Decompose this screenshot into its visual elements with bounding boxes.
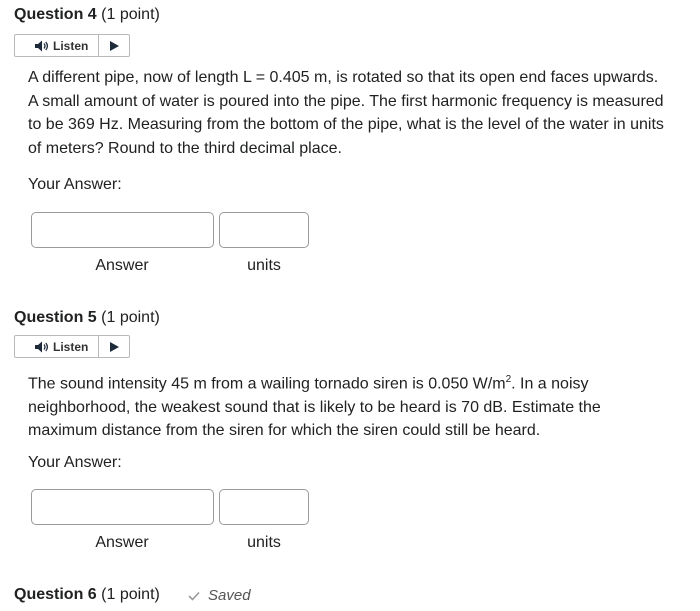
- play-icon: [110, 41, 119, 51]
- question-6-title: Question 6 (1 point): [14, 586, 160, 603]
- answer-field[interactable]: [32, 213, 213, 247]
- question-4-title: Question 4 (1 point): [14, 6, 160, 23]
- listen-button-q4[interactable]: [14, 34, 130, 57]
- listen-button-q5[interactable]: [14, 335, 130, 358]
- check-icon: [188, 591, 200, 601]
- units-caption: units: [247, 257, 281, 274]
- speaker-icon: [35, 40, 49, 52]
- listen-label: Listen: [53, 339, 89, 354]
- answer-caption: Answer: [95, 534, 149, 551]
- units-caption: units: [247, 534, 281, 551]
- units-input-q5[interactable]: [219, 489, 309, 525]
- units-field[interactable]: [220, 490, 308, 524]
- listen-label: Listen: [53, 38, 89, 53]
- your-answer-label: Your Answer:: [28, 454, 122, 471]
- answer-input-q5[interactable]: [31, 489, 214, 525]
- question-4-text: A different pipe, now of length L = 0.405 m, is rotated so that its open end faces upwards. A small amount of water is poured into the pipe. The first harmonic frequency is measured to be 369 Hz. Measuring from the bottom of the pipe, what is the level of the water in units of meters? Round to the third decimal place.: [28, 69, 664, 157]
- question-5-text: The sound intensity 45 m from a wailing tornado siren is 0.050 $W/m^2$. In a noisy neighborhood, the weakest sound that is likely to be heard is 70 dB. Estimate the maximum distance from the siren for which the siren could still be heard.: [28, 374, 601, 440]
- your-answer-label: Your Answer:: [28, 176, 122, 193]
- play-button[interactable]: [99, 35, 129, 56]
- saved-status: Saved: [188, 587, 251, 604]
- question-5-title: Question 5 (1 point): [14, 309, 160, 326]
- units-field[interactable]: [220, 213, 308, 247]
- answer-input-q4[interactable]: [31, 212, 214, 248]
- speaker-icon: [35, 341, 49, 353]
- answer-caption: Answer: [95, 257, 149, 274]
- play-icon: [110, 342, 119, 352]
- units-input-q4[interactable]: [219, 212, 309, 248]
- play-button[interactable]: [99, 336, 129, 357]
- answer-field[interactable]: [32, 490, 213, 524]
